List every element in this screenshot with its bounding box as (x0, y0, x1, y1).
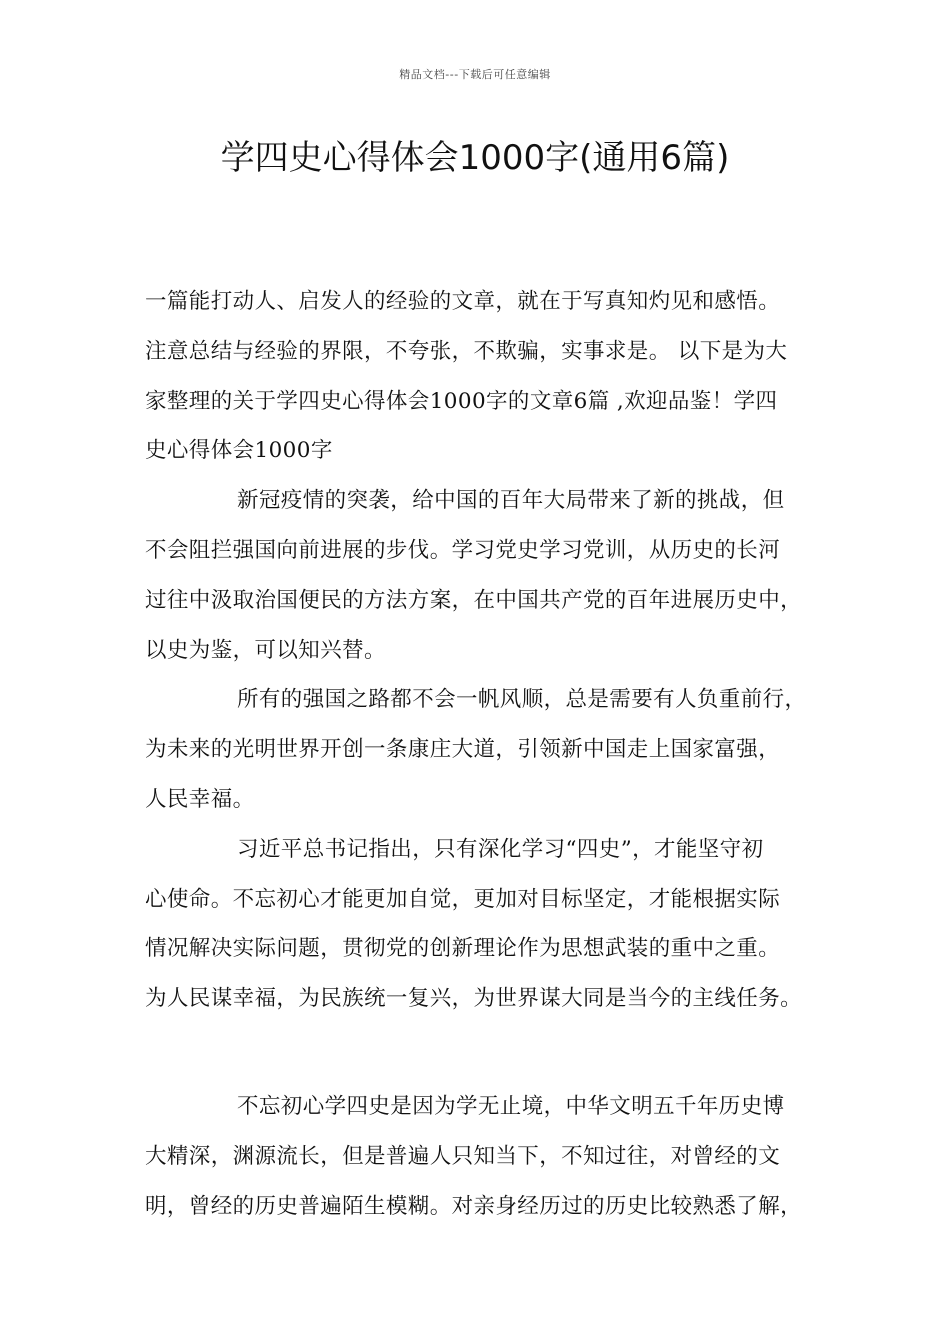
paragraph-line: 大精深，渊源流长，但是普遍人只知当下，不知过往，对曾经的文 (145, 1143, 781, 1169)
paragraph-line: 一篇能打动人、启发人的经验的文章，就在于写真知灼见和感悟。 (145, 289, 781, 314)
paragraph-line: 不忘初心学四史是因为学无止境，中华文明五千年历史博 (237, 1093, 785, 1119)
paragraph-line: 明，曾经的历史普遍陌生模糊。对亲身经历过的历史比较熟悉了解， (145, 1193, 803, 1219)
paragraph-line: 所有的强国之路都不会一帆风顺，总是需要有人负重前行， (237, 687, 807, 713)
paragraph-line: 习近平总书记指出，只有深化学习“四史”，才能坚守初 (237, 836, 764, 862)
paragraph-line: 新冠疫情的突袭，给中国的百年大局带来了新的挑战，但 (237, 488, 785, 514)
paragraph (145, 830, 845, 1029)
paragraph-line: 不会阻拦强国向前进展的步伐。学习党史学习党训，从历史的长河 (145, 537, 781, 563)
header-note: 精品文档---下载后可任意编辑 (399, 68, 551, 81)
paragraph-line: 人民幸福。 (145, 786, 255, 812)
paragraph-line: 家整理的关于学四史心得体会1000字的文章6篇 ,欢迎品鉴！学四 (145, 388, 778, 414)
paragraph (145, 1087, 845, 1236)
paragraph-line: 为人民谋幸福，为民族统一复兴，为世界谋大同是当今的主线任务。 (145, 986, 803, 1012)
paragraph-spacer (145, 1029, 845, 1087)
paragraph-line: 以史为鉴，可以知兴替。 (145, 637, 386, 663)
paragraph (145, 680, 845, 829)
paragraph-line: 情况解决实际问题，贯彻党的创新理论作为思想武装的重中之重。 (145, 936, 781, 962)
paragraph-line: 史心得体会1000字 (145, 438, 333, 464)
paragraph-line: 过往中汲取治国便民的方法方案，在中国共产党的百年进展历史中， (145, 587, 803, 613)
document-title: 学四史心得体会1000字(通用6篇) (220, 138, 730, 178)
document-body (145, 282, 845, 1236)
paragraph-line: 为未来的光明世界开创一条康庄大道，引领新中国走上国家富强， (145, 737, 781, 763)
paragraph (145, 481, 845, 680)
paragraph-line: 注意总结与经验的界限，不夸张，不欺骗，实事求是。 以下是为大 (145, 338, 788, 364)
paragraph-line: 心使命。不忘初心才能更加自觉，更加对目标坚定，才能根据实际 (145, 886, 781, 912)
paragraph (145, 282, 845, 481)
